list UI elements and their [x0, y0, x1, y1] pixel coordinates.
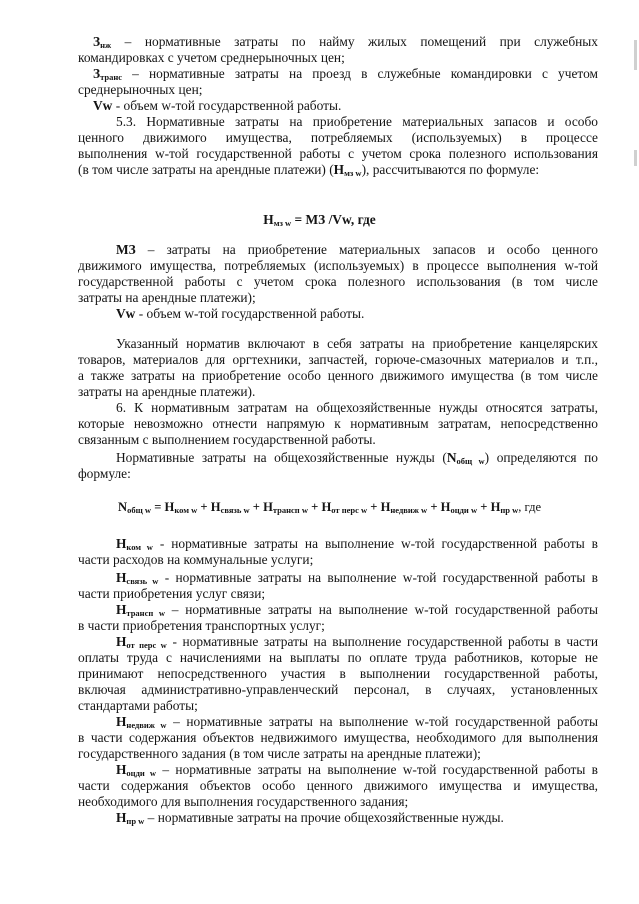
- symbol: Н: [116, 536, 127, 551]
- p4-line-2: ценного движимого имущества, потребляемых (используемых) в процессе: [78, 130, 598, 145]
- symbol: Н: [164, 500, 175, 514]
- symbol: Н: [263, 212, 274, 227]
- subscript: ком w: [174, 505, 198, 515]
- d6-line-3: необходимого для выполнения государственного задания;: [78, 794, 409, 809]
- text: - нормативные затраты на выполнение w-той государственной работы в: [152, 536, 598, 551]
- p7-line-3: а также затраты на приобретение особо ценного движимого имущества (в том числе: [78, 368, 598, 383]
- operator: +: [249, 500, 264, 514]
- text: Нормативные затраты на общехозяйственные нужды (: [116, 450, 447, 465]
- symbol: Н: [440, 500, 451, 514]
- p4-line-4: [78, 162, 598, 177]
- text: – затраты на приобретение материальных запасов и особо ценного: [135, 242, 598, 257]
- d4-line-3: принимают непосредственного участия в выполнении государственной работы,: [78, 666, 598, 681]
- symbol: З: [93, 34, 101, 49]
- d4-line-4: включая административно-управленческий персонал, в случаях, установленных: [78, 682, 598, 697]
- operator: +: [367, 500, 381, 514]
- p8-line-2: которые невозможно отнести напрямую к нормативным затратам, непосредственно: [78, 416, 598, 431]
- p8-line-3: связанным с выполнением государственной работы.: [78, 432, 376, 447]
- subscript: пр w: [126, 816, 145, 826]
- p5-line-3: государственной работы с учетом срока полезного использования (в том числе: [78, 274, 598, 289]
- symbol: Н: [210, 500, 221, 514]
- p9-line-2: формуле:: [78, 466, 131, 481]
- symbol: Н: [380, 500, 391, 514]
- symbol: Н: [116, 602, 127, 617]
- text: ), рассчитываются по формуле:: [361, 162, 540, 177]
- d2-line-2: части приобретения услуг связи;: [78, 586, 266, 601]
- d4-line-1: [116, 634, 598, 649]
- d5-line-2: в части содержания объектов недвижимого имущества, необходимого для выполнения: [78, 730, 598, 745]
- d3-line-1: [116, 602, 598, 617]
- symbol: Vw: [116, 306, 136, 321]
- subscript: мз w: [273, 218, 292, 228]
- subscript: ком w: [126, 542, 153, 552]
- subscript: трансп w: [272, 505, 308, 515]
- text: (в том числе затраты на арендные платежи) (: [78, 162, 334, 177]
- p6-line: [116, 306, 598, 321]
- p9-line-1: [116, 450, 598, 465]
- subscript: общ w: [456, 456, 485, 466]
- subscript: оцди w: [450, 505, 478, 515]
- d3-line-2: в части приобретения транспортных услуг;: [78, 618, 325, 633]
- p7-line-4: затраты на арендные платежи).: [78, 384, 256, 399]
- subscript: связь w: [220, 505, 250, 515]
- scan-artifact: [634, 40, 637, 70]
- p5-line-4: затраты на арендные платежи);: [78, 290, 256, 305]
- scan-artifact: [634, 150, 637, 166]
- d7-line: [116, 810, 598, 825]
- p8-line-1: 6. К нормативным затратам на общехозяйственные нужды относятся затраты,: [116, 400, 598, 415]
- p7-line-2: товаров, материалов для оргтехники, запчастей, горюче-смазочных материалов и т.п.,: [78, 352, 598, 367]
- p4-line-1: 5.3. Нормативные затраты на приобретение материальных запасов и особо: [116, 114, 598, 129]
- symbol: Н: [333, 162, 345, 177]
- text: ) определяются по: [484, 450, 598, 465]
- d2-line-1: [116, 570, 598, 585]
- subscript: от перс w: [126, 640, 167, 650]
- operator: +: [477, 500, 491, 514]
- text: - нормативные затраты на выполнение w-той государственной работы в: [158, 570, 598, 585]
- subscript: транс: [100, 72, 123, 82]
- operator: +: [307, 500, 322, 514]
- symbol: Н: [116, 634, 127, 649]
- symbol: Н: [116, 762, 127, 777]
- p3-line: [93, 98, 598, 113]
- subscript: от перс w: [331, 505, 368, 515]
- symbol: Н: [116, 570, 127, 585]
- symbol: Н: [116, 810, 127, 825]
- d5-line-1: [116, 714, 598, 729]
- text: – нормативные затраты по найму жилых помещений при служебных: [111, 34, 598, 49]
- d6-line-1: [116, 762, 598, 777]
- subscript: оцди w: [126, 768, 157, 778]
- p2-line-2: среднерыночных цен;: [78, 82, 203, 97]
- symbol: N: [118, 500, 128, 514]
- symbol: Н: [490, 500, 501, 514]
- d6-line-2: части содержания объектов особо ценного движимого имущества и имущества,: [78, 778, 598, 793]
- text: - объем w-той государственной работы.: [112, 98, 342, 113]
- d1-line-2: части расходов на коммунальные услуги;: [78, 552, 314, 567]
- operator: +: [197, 500, 211, 514]
- text: - нормативные затраты на выполнение государственной работы в части: [166, 634, 598, 649]
- symbol: N: [446, 450, 457, 465]
- operator: =: [151, 500, 165, 514]
- symbol: Н: [263, 500, 273, 514]
- text: – нормативные затраты на прочие общехозяйственные нужды.: [144, 810, 504, 825]
- d5-line-3: государственного задания (в том числе затраты на арендные платежи);: [78, 746, 481, 761]
- formula-1: [0, 212, 639, 227]
- subscript: общ w: [127, 505, 152, 515]
- symbol: Н: [321, 500, 332, 514]
- p1-line-1: [93, 34, 598, 49]
- subscript: трансп w: [126, 608, 165, 618]
- text: , где: [518, 500, 542, 514]
- subscript: нж: [100, 40, 112, 50]
- p5-line-2: движимого имущества, потребляемых (используемых) в процессе выполнения w-той: [78, 258, 598, 273]
- p5-line-1: [116, 242, 598, 257]
- symbol: Н: [116, 714, 127, 729]
- text: – нормативные затраты на выполнение w-той государственной работы: [166, 714, 598, 729]
- d4-line-5: стандартами работы;: [78, 698, 198, 713]
- text: – нормативные затраты на выполнение w-той государственной работы в: [156, 762, 599, 777]
- subscript: недвиж w: [390, 505, 428, 515]
- subscript: недвиж w: [126, 720, 167, 730]
- p4-line-3: выполнения w-той государственной работы с учетом срока полезного использования: [78, 146, 598, 161]
- text: – нормативные затраты на выполнение w-той государственной работы: [164, 602, 598, 617]
- p2-line-1: [93, 66, 598, 81]
- symbol: МЗ: [116, 242, 136, 257]
- symbol: Vw: [93, 98, 113, 113]
- subscript: мз w: [344, 168, 362, 178]
- d1-line-1: [116, 536, 598, 551]
- text: - объем w-той государственной работы.: [135, 306, 365, 321]
- p1-line-2: командировках с учетом среднерыночных цен;: [78, 50, 345, 65]
- text: = МЗ /Vw, где: [291, 212, 376, 227]
- operator: +: [427, 500, 441, 514]
- d4-line-2: оплаты труда с начислениями на выплаты по оплате труда работников, которые не: [78, 650, 598, 665]
- subscript: связь w: [126, 576, 159, 586]
- p7-line-1: Указанный норматив включают в себя затраты на приобретение канцелярских: [116, 336, 598, 351]
- symbol: З: [93, 66, 101, 81]
- subscript: пр w: [500, 505, 519, 515]
- formula-2: [118, 500, 598, 515]
- text: – нормативные затраты на проезд в служебные командировки с учетом: [122, 66, 598, 81]
